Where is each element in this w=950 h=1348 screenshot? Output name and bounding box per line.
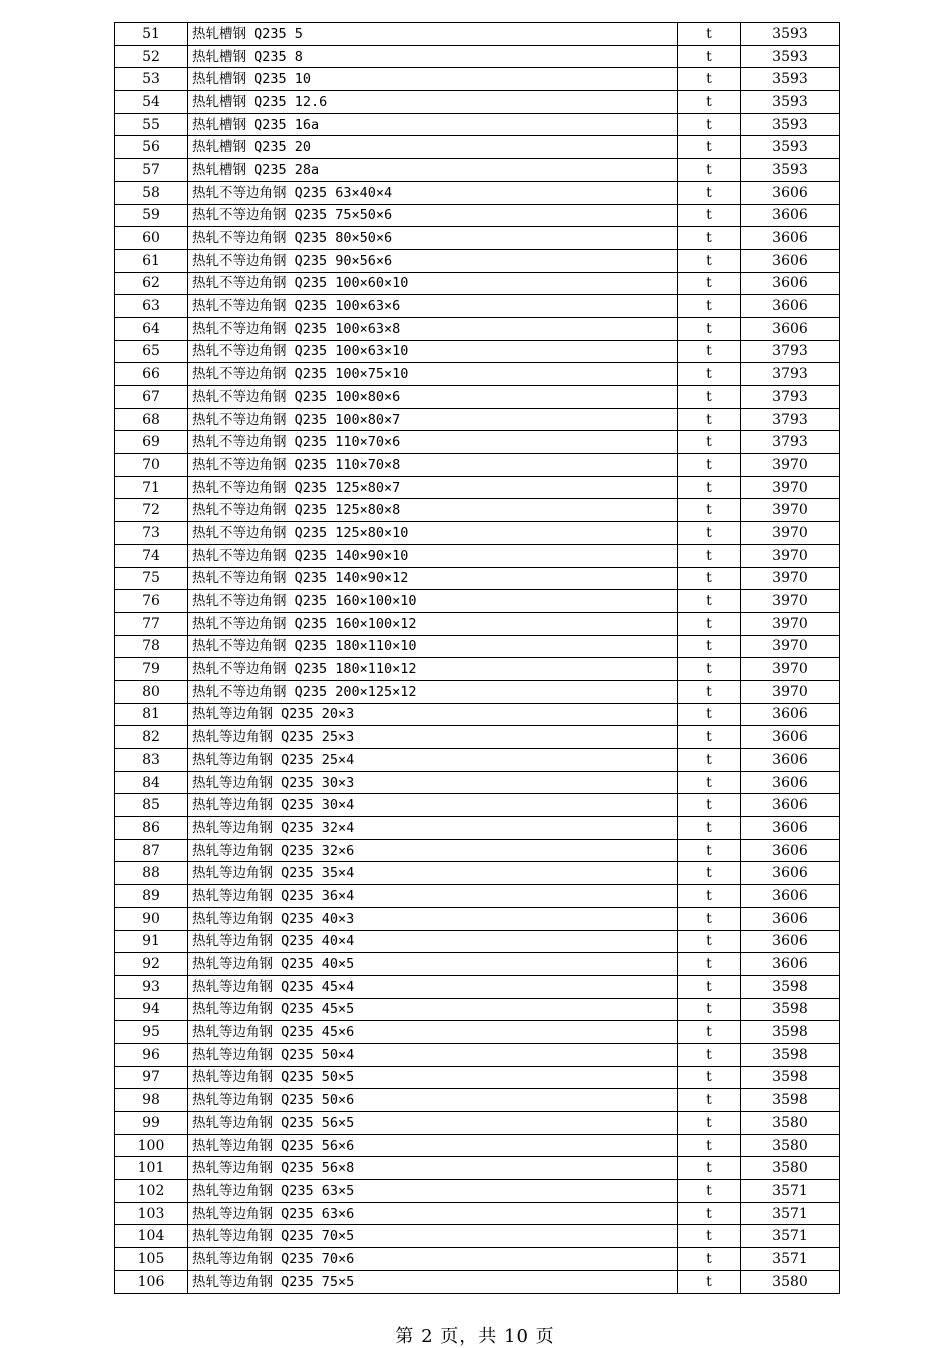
price-cell: 3606: [741, 817, 840, 840]
table-row: [115, 113, 840, 136]
price-cell: 3593: [741, 113, 840, 136]
table-row: [115, 1043, 840, 1066]
table-row: [115, 454, 840, 477]
row-number: 97: [115, 1066, 188, 1089]
price-cell: 3606: [741, 862, 840, 885]
unit-cell: t: [678, 1202, 741, 1225]
item-description: 热轧等边角钢 Q235 40×5: [188, 953, 678, 976]
unit-cell: t: [678, 227, 741, 250]
item-description: 热轧槽钢 Q235 16a: [188, 113, 678, 136]
table-row: [115, 1021, 840, 1044]
row-number: 86: [115, 817, 188, 840]
item-description: 热轧不等边角钢 Q235 100×60×10: [188, 272, 678, 295]
row-number: 91: [115, 930, 188, 953]
price-cell: 3598: [741, 1043, 840, 1066]
item-description: 热轧不等边角钢 Q235 63×40×4: [188, 181, 678, 204]
price-cell: 3970: [741, 567, 840, 590]
item-description: 热轧槽钢 Q235 8: [188, 45, 678, 68]
price-cell: 3580: [741, 1134, 840, 1157]
table-row: [115, 726, 840, 749]
unit-cell: t: [678, 590, 741, 613]
table-row: [115, 635, 840, 658]
price-cell: 3606: [741, 907, 840, 930]
table-row: [115, 476, 840, 499]
item-description: 热轧不等边角钢 Q235 75×50×6: [188, 204, 678, 227]
unit-cell: t: [678, 862, 741, 885]
table-row: [115, 23, 840, 46]
price-cell: 3606: [741, 181, 840, 204]
table-row: [115, 204, 840, 227]
price-cell: 3593: [741, 136, 840, 159]
price-cell: 3598: [741, 1089, 840, 1112]
table-row: [115, 817, 840, 840]
unit-cell: t: [678, 249, 741, 272]
row-number: 60: [115, 227, 188, 250]
unit-cell: t: [678, 998, 741, 1021]
table-row: [115, 930, 840, 953]
price-cell: 3571: [741, 1248, 840, 1271]
row-number: 63: [115, 295, 188, 318]
row-number: 106: [115, 1270, 188, 1293]
unit-cell: t: [678, 975, 741, 998]
table-row: [115, 907, 840, 930]
row-number: 92: [115, 953, 188, 976]
unit-cell: t: [678, 839, 741, 862]
price-cell: 3970: [741, 590, 840, 613]
table-row: [115, 68, 840, 91]
table-row: [115, 680, 840, 703]
unit-cell: t: [678, 794, 741, 817]
item-description: 热轧等边角钢 Q235 25×3: [188, 726, 678, 749]
unit-cell: t: [678, 295, 741, 318]
item-description: 热轧等边角钢 Q235 56×5: [188, 1112, 678, 1135]
item-description: 热轧不等边角钢 Q235 80×50×6: [188, 227, 678, 250]
table-row: [115, 1270, 840, 1293]
table-row: [115, 295, 840, 318]
unit-cell: t: [678, 317, 741, 340]
item-description: 热轧不等边角钢 Q235 100×80×6: [188, 386, 678, 409]
unit-cell: t: [678, 680, 741, 703]
price-cell: 3970: [741, 454, 840, 477]
price-cell: 3598: [741, 998, 840, 1021]
table-row: [115, 612, 840, 635]
table-row: [115, 159, 840, 182]
unit-cell: t: [678, 386, 741, 409]
table-row: [115, 408, 840, 431]
row-number: 68: [115, 408, 188, 431]
item-description: 热轧等边角钢 Q235 70×6: [188, 1248, 678, 1271]
unit-cell: t: [678, 363, 741, 386]
row-number: 101: [115, 1157, 188, 1180]
table-row: [115, 272, 840, 295]
unit-cell: t: [678, 204, 741, 227]
unit-cell: t: [678, 136, 741, 159]
price-cell: 3606: [741, 771, 840, 794]
table-row: [115, 363, 840, 386]
row-number: 59: [115, 204, 188, 227]
price-cell: 3606: [741, 295, 840, 318]
row-number: 104: [115, 1225, 188, 1248]
row-number: 66: [115, 363, 188, 386]
item-description: 热轧不等边角钢 Q235 90×56×6: [188, 249, 678, 272]
unit-cell: t: [678, 454, 741, 477]
price-cell: 3606: [741, 227, 840, 250]
row-number: 95: [115, 1021, 188, 1044]
row-number: 65: [115, 340, 188, 363]
unit-cell: t: [678, 953, 741, 976]
unit-cell: t: [678, 181, 741, 204]
price-table-body: [115, 23, 840, 1294]
unit-cell: t: [678, 658, 741, 681]
item-description: 热轧不等边角钢 Q235 100×63×10: [188, 340, 678, 363]
row-number: 88: [115, 862, 188, 885]
table-row: [115, 885, 840, 908]
page-footer: 第 2 页，共 10 页: [395, 1326, 555, 1347]
unit-cell: t: [678, 476, 741, 499]
item-description: 热轧等边角钢 Q235 56×6: [188, 1134, 678, 1157]
unit-cell: t: [678, 907, 741, 930]
item-description: 热轧等边角钢 Q235 50×4: [188, 1043, 678, 1066]
price-cell: 3606: [741, 839, 840, 862]
row-number: 85: [115, 794, 188, 817]
price-cell: 3593: [741, 45, 840, 68]
row-number: 84: [115, 771, 188, 794]
price-cell: 3793: [741, 340, 840, 363]
item-description: 热轧不等边角钢 Q235 100×80×7: [188, 408, 678, 431]
unit-cell: t: [678, 1270, 741, 1293]
table-row: [115, 590, 840, 613]
unit-cell: t: [678, 612, 741, 635]
unit-cell: t: [678, 340, 741, 363]
table-row: [115, 249, 840, 272]
row-number: 93: [115, 975, 188, 998]
table-row: [115, 1134, 840, 1157]
table-row: [115, 181, 840, 204]
unit-cell: t: [678, 499, 741, 522]
row-number: 64: [115, 317, 188, 340]
row-number: 79: [115, 658, 188, 681]
unit-cell: t: [678, 1248, 741, 1271]
price-cell: 3606: [741, 703, 840, 726]
unit-cell: t: [678, 522, 741, 545]
unit-cell: t: [678, 1089, 741, 1112]
row-number: 80: [115, 680, 188, 703]
item-description: 热轧等边角钢 Q235 75×5: [188, 1270, 678, 1293]
row-number: 54: [115, 91, 188, 114]
item-description: 热轧不等边角钢 Q235 100×75×10: [188, 363, 678, 386]
row-number: 105: [115, 1248, 188, 1271]
price-cell: 3606: [741, 272, 840, 295]
item-description: 热轧不等边角钢 Q235 200×125×12: [188, 680, 678, 703]
item-description: 热轧等边角钢 Q235 40×3: [188, 907, 678, 930]
table-row: [115, 227, 840, 250]
price-table: [114, 22, 840, 1294]
row-number: 82: [115, 726, 188, 749]
row-number: 55: [115, 113, 188, 136]
unit-cell: t: [678, 1157, 741, 1180]
item-description: 热轧槽钢 Q235 10: [188, 68, 678, 91]
row-number: 52: [115, 45, 188, 68]
unit-cell: t: [678, 1021, 741, 1044]
item-description: 热轧等边角钢 Q235 40×4: [188, 930, 678, 953]
table-row: [115, 1180, 840, 1203]
price-cell: 3793: [741, 431, 840, 454]
row-number: 77: [115, 612, 188, 635]
table-row: [115, 998, 840, 1021]
item-description: 热轧槽钢 Q235 28a: [188, 159, 678, 182]
price-cell: 3580: [741, 1112, 840, 1135]
row-number: 57: [115, 159, 188, 182]
row-number: 53: [115, 68, 188, 91]
row-number: 72: [115, 499, 188, 522]
unit-cell: t: [678, 817, 741, 840]
item-description: 热轧等边角钢 Q235 32×6: [188, 839, 678, 862]
item-description: 热轧等边角钢 Q235 45×6: [188, 1021, 678, 1044]
price-cell: 3606: [741, 726, 840, 749]
price-cell: 3598: [741, 975, 840, 998]
row-number: 87: [115, 839, 188, 862]
item-description: 热轧不等边角钢 Q235 110×70×8: [188, 454, 678, 477]
price-cell: 3970: [741, 680, 840, 703]
price-cell: 3571: [741, 1225, 840, 1248]
item-description: 热轧等边角钢 Q235 50×6: [188, 1089, 678, 1112]
item-description: 热轧等边角钢 Q235 25×4: [188, 749, 678, 772]
item-description: 热轧等边角钢 Q235 50×5: [188, 1066, 678, 1089]
table-row: [115, 499, 840, 522]
unit-cell: t: [678, 1043, 741, 1066]
price-cell: 3606: [741, 249, 840, 272]
price-cell: 3580: [741, 1157, 840, 1180]
row-number: 98: [115, 1089, 188, 1112]
row-number: 76: [115, 590, 188, 613]
item-description: 热轧不等边角钢 Q235 140×90×10: [188, 544, 678, 567]
row-number: 96: [115, 1043, 188, 1066]
row-number: 56: [115, 136, 188, 159]
unit-cell: t: [678, 1134, 741, 1157]
price-cell: 3970: [741, 635, 840, 658]
table-row: [115, 975, 840, 998]
table-row: [115, 794, 840, 817]
table-row: [115, 544, 840, 567]
table-row: [115, 91, 840, 114]
unit-cell: t: [678, 1180, 741, 1203]
row-number: 100: [115, 1134, 188, 1157]
row-number: 78: [115, 635, 188, 658]
unit-cell: t: [678, 1066, 741, 1089]
table-row: [115, 953, 840, 976]
item-description: 热轧不等边角钢 Q235 180×110×12: [188, 658, 678, 681]
table-row: [115, 136, 840, 159]
table-row: [115, 340, 840, 363]
item-description: 热轧不等边角钢 Q235 100×63×6: [188, 295, 678, 318]
row-number: 103: [115, 1202, 188, 1225]
item-description: 热轧等边角钢 Q235 30×3: [188, 771, 678, 794]
unit-cell: t: [678, 930, 741, 953]
unit-cell: t: [678, 703, 741, 726]
table-row: [115, 862, 840, 885]
unit-cell: t: [678, 749, 741, 772]
item-description: 热轧等边角钢 Q235 36×4: [188, 885, 678, 908]
price-cell: 3606: [741, 953, 840, 976]
item-description: 热轧不等边角钢 Q235 110×70×6: [188, 431, 678, 454]
table-row: [115, 1112, 840, 1135]
unit-cell: t: [678, 885, 741, 908]
unit-cell: t: [678, 272, 741, 295]
price-cell: 3606: [741, 885, 840, 908]
item-description: 热轧等边角钢 Q235 63×6: [188, 1202, 678, 1225]
item-description: 热轧等边角钢 Q235 63×5: [188, 1180, 678, 1203]
price-cell: 3593: [741, 159, 840, 182]
item-description: 热轧槽钢 Q235 12.6: [188, 91, 678, 114]
price-cell: 3793: [741, 363, 840, 386]
price-cell: 3970: [741, 499, 840, 522]
price-cell: 3606: [741, 204, 840, 227]
unit-cell: t: [678, 1112, 741, 1135]
row-number: 69: [115, 431, 188, 454]
price-cell: 3598: [741, 1021, 840, 1044]
price-cell: 3606: [741, 317, 840, 340]
table-row: [115, 522, 840, 545]
item-description: 热轧等边角钢 Q235 32×4: [188, 817, 678, 840]
price-cell: 3970: [741, 476, 840, 499]
item-description: 热轧槽钢 Q235 5: [188, 23, 678, 46]
row-number: 58: [115, 181, 188, 204]
table-row: [115, 567, 840, 590]
price-cell: 3970: [741, 612, 840, 635]
row-number: 70: [115, 454, 188, 477]
table-row: [115, 1202, 840, 1225]
row-number: 67: [115, 386, 188, 409]
item-description: 热轧等边角钢 Q235 45×4: [188, 975, 678, 998]
price-cell: 3970: [741, 544, 840, 567]
price-cell: 3593: [741, 91, 840, 114]
row-number: 83: [115, 749, 188, 772]
row-number: 51: [115, 23, 188, 46]
unit-cell: t: [678, 23, 741, 46]
price-cell: 3580: [741, 1270, 840, 1293]
price-cell: 3606: [741, 794, 840, 817]
unit-cell: t: [678, 408, 741, 431]
price-cell: 3793: [741, 386, 840, 409]
item-description: 热轧槽钢 Q235 20: [188, 136, 678, 159]
unit-cell: t: [678, 635, 741, 658]
unit-cell: t: [678, 113, 741, 136]
item-description: 热轧不等边角钢 Q235 100×63×8: [188, 317, 678, 340]
item-description: 热轧等边角钢 Q235 30×4: [188, 794, 678, 817]
item-description: 热轧不等边角钢 Q235 160×100×12: [188, 612, 678, 635]
table-row: [115, 1225, 840, 1248]
price-cell: 3598: [741, 1066, 840, 1089]
row-number: 75: [115, 567, 188, 590]
table-row: [115, 658, 840, 681]
price-cell: 3571: [741, 1202, 840, 1225]
unit-cell: t: [678, 91, 741, 114]
price-cell: 3593: [741, 68, 840, 91]
price-cell: 3571: [741, 1180, 840, 1203]
item-description: 热轧不等边角钢 Q235 160×100×10: [188, 590, 678, 613]
item-description: 热轧不等边角钢 Q235 125×80×8: [188, 499, 678, 522]
unit-cell: t: [678, 1225, 741, 1248]
unit-cell: t: [678, 45, 741, 68]
unit-cell: t: [678, 431, 741, 454]
price-cell: 3970: [741, 658, 840, 681]
item-description: 热轧不等边角钢 Q235 140×90×12: [188, 567, 678, 590]
table-row: [115, 771, 840, 794]
table-row: [115, 1157, 840, 1180]
price-cell: 3606: [741, 749, 840, 772]
item-description: 热轧不等边角钢 Q235 125×80×10: [188, 522, 678, 545]
price-cell: 3606: [741, 930, 840, 953]
row-number: 89: [115, 885, 188, 908]
row-number: 62: [115, 272, 188, 295]
row-number: 61: [115, 249, 188, 272]
unit-cell: t: [678, 771, 741, 794]
table-row: [115, 386, 840, 409]
item-description: 热轧等边角钢 Q235 70×5: [188, 1225, 678, 1248]
table-row: [115, 839, 840, 862]
table-row: [115, 317, 840, 340]
row-number: 73: [115, 522, 188, 545]
unit-cell: t: [678, 726, 741, 749]
table-row: [115, 1248, 840, 1271]
table-row: [115, 1089, 840, 1112]
row-number: 71: [115, 476, 188, 499]
unit-cell: t: [678, 159, 741, 182]
item-description: 热轧等边角钢 Q235 56×8: [188, 1157, 678, 1180]
price-cell: 3970: [741, 522, 840, 545]
item-description: 热轧等边角钢 Q235 20×3: [188, 703, 678, 726]
price-cell: 3593: [741, 23, 840, 46]
row-number: 74: [115, 544, 188, 567]
item-description: 热轧等边角钢 Q235 35×4: [188, 862, 678, 885]
row-number: 94: [115, 998, 188, 1021]
price-cell: 3793: [741, 408, 840, 431]
table-row: [115, 1066, 840, 1089]
unit-cell: t: [678, 68, 741, 91]
unit-cell: t: [678, 544, 741, 567]
table-row: [115, 431, 840, 454]
table-row: [115, 749, 840, 772]
table-row: [115, 45, 840, 68]
item-description: 热轧不等边角钢 Q235 180×110×10: [188, 635, 678, 658]
table-row: [115, 703, 840, 726]
row-number: 102: [115, 1180, 188, 1203]
row-number: 99: [115, 1112, 188, 1135]
item-description: 热轧不等边角钢 Q235 125×80×7: [188, 476, 678, 499]
row-number: 81: [115, 703, 188, 726]
item-description: 热轧等边角钢 Q235 45×5: [188, 998, 678, 1021]
unit-cell: t: [678, 567, 741, 590]
row-number: 90: [115, 907, 188, 930]
